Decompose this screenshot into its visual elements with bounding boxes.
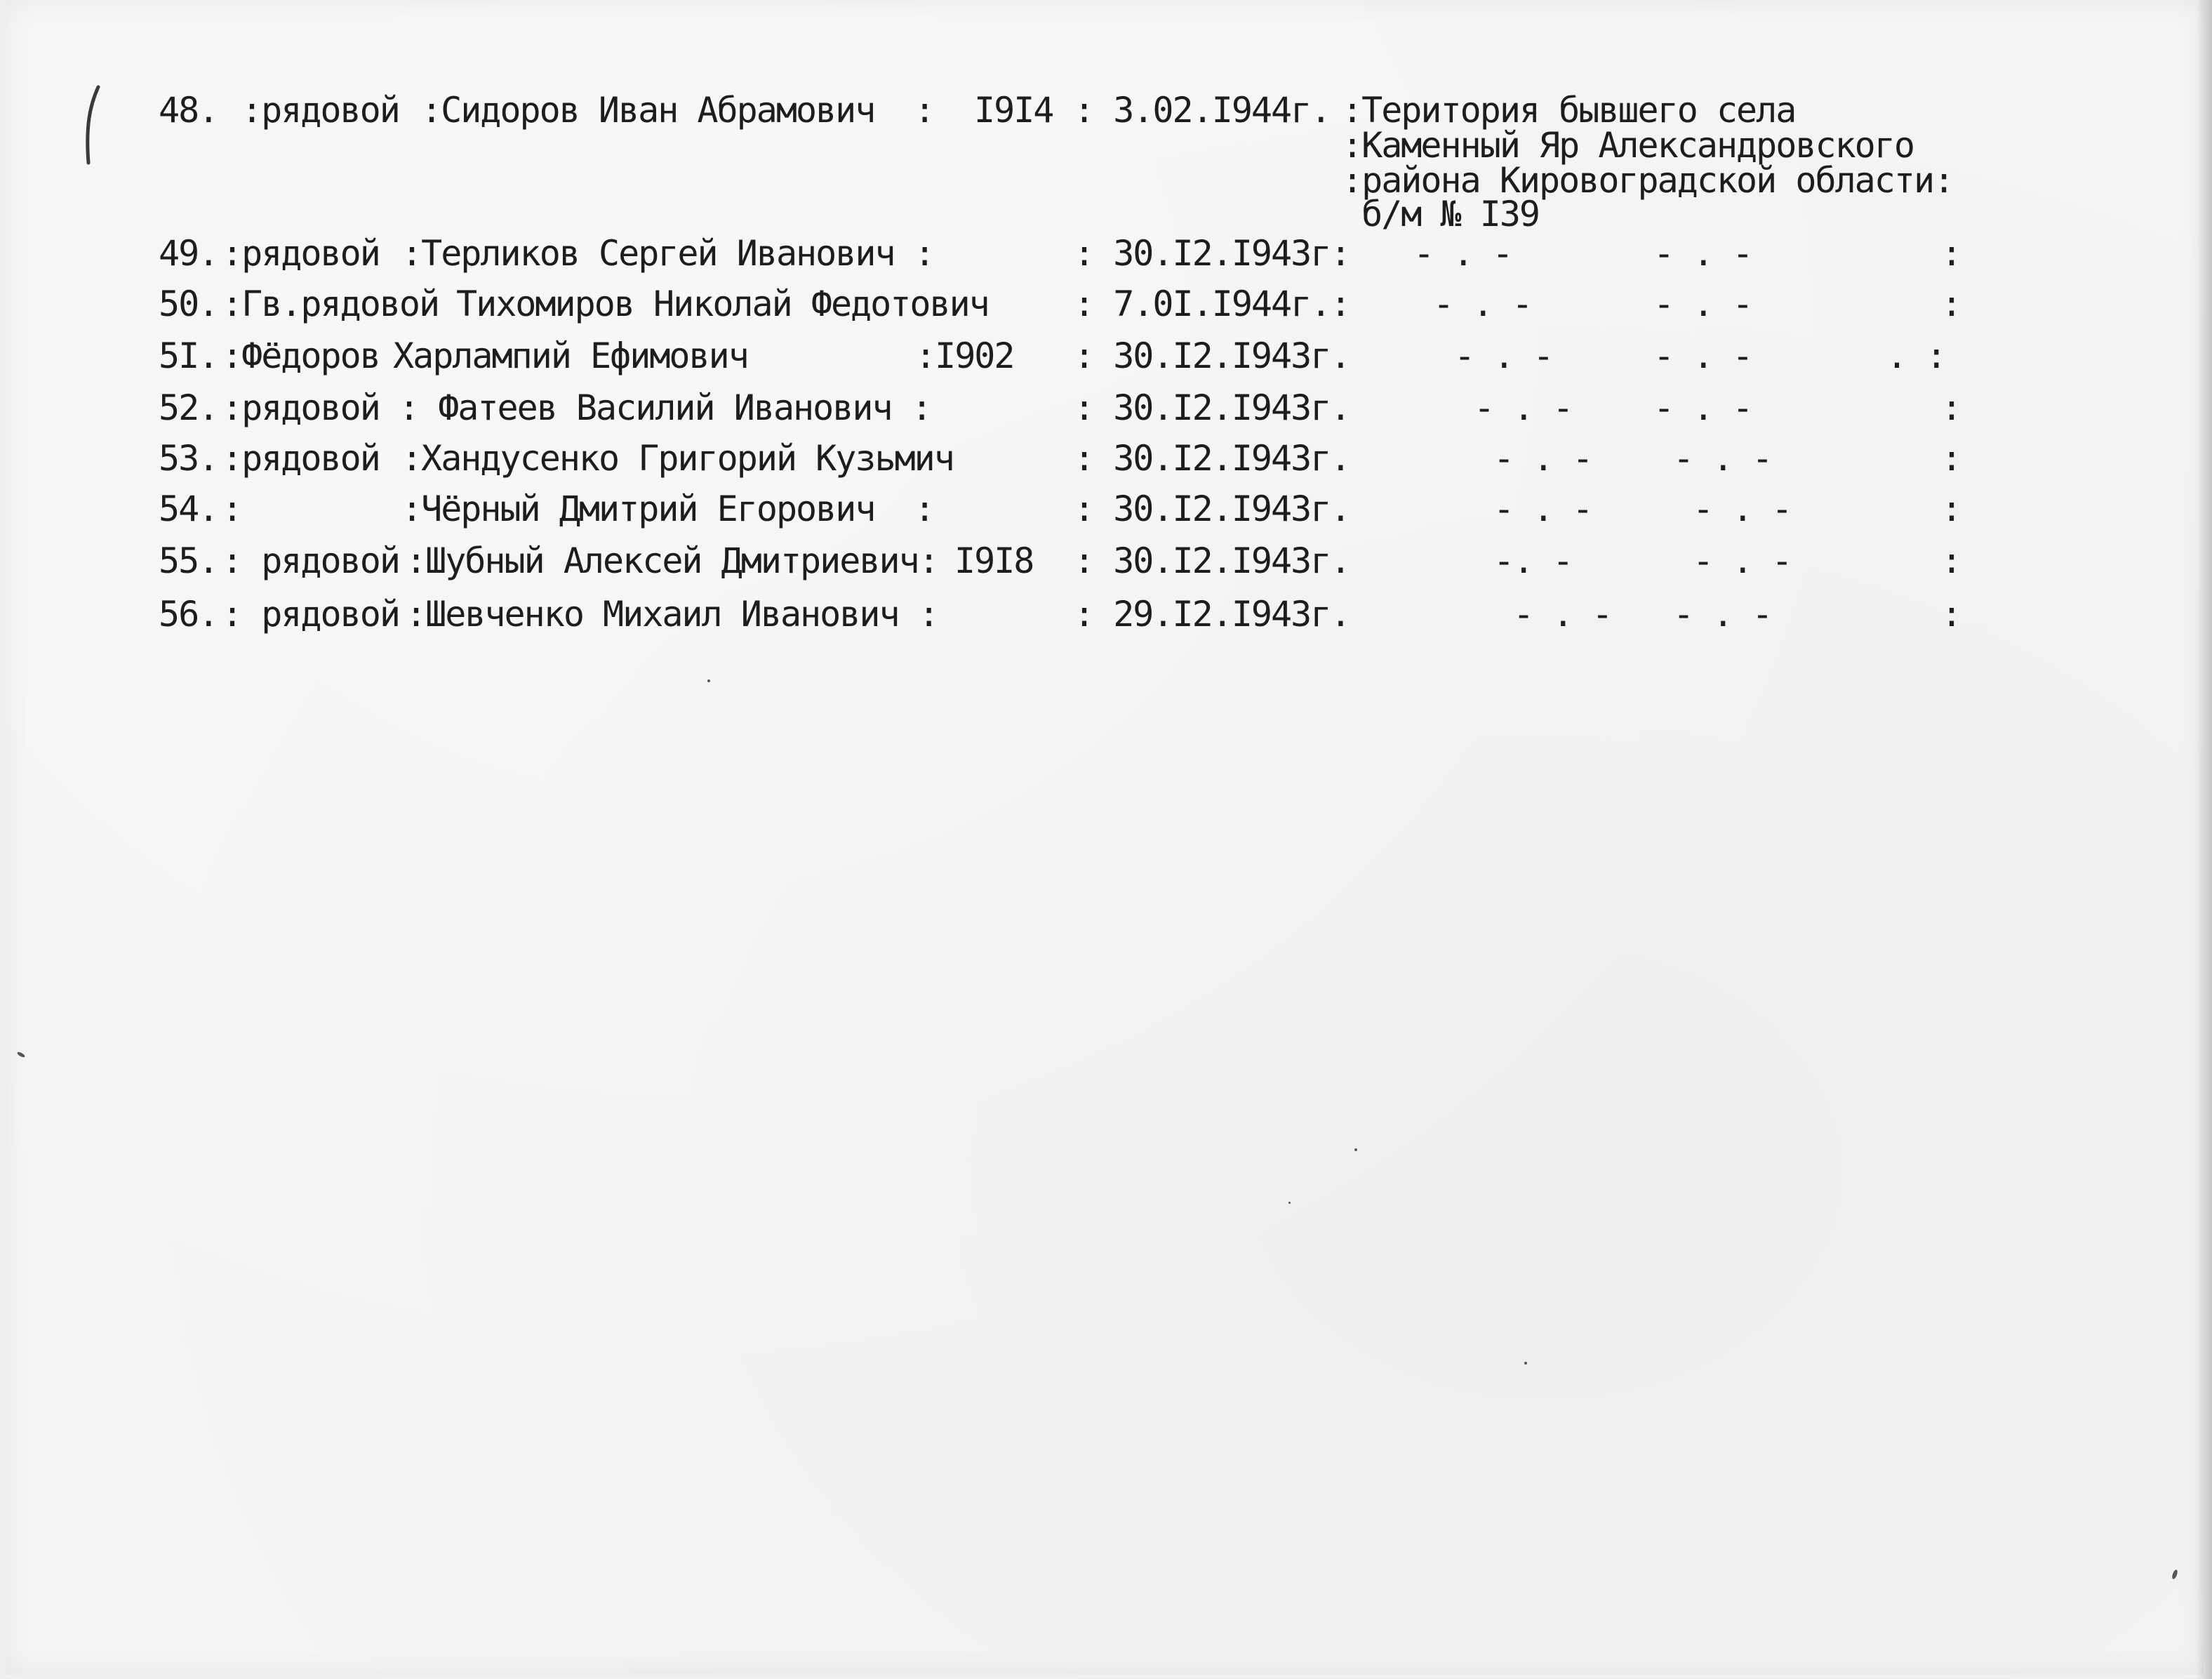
row-number: 52. xyxy=(159,387,218,428)
paper-speck xyxy=(1288,1202,1291,1204)
row-end-colon: : xyxy=(1941,540,1961,581)
row-date: : 29.I2.I943г. xyxy=(1074,594,1350,635)
row-place-line: :Каменный Яр Александровского xyxy=(1342,125,1914,166)
row-place-ditto: - . - xyxy=(1433,284,1532,324)
row-birth-year: :I902 xyxy=(915,336,1014,376)
row-name: Тихомиров Николай Федотович xyxy=(456,284,989,324)
row-name: :Терликов Сергей Иванович : xyxy=(401,233,934,274)
row-place-ditto: - . - xyxy=(1693,489,1792,529)
row-place-ditto: - . - xyxy=(1653,284,1752,324)
row-name: :Сидоров Иван Абрамович : xyxy=(421,90,934,131)
row-end-colon: : xyxy=(1941,284,1961,324)
row-number: 56. xyxy=(159,594,218,635)
row-number: 50. xyxy=(159,284,218,324)
row-date: : 3.02.I944г. xyxy=(1074,90,1331,131)
row-place-ditto: - . - xyxy=(1653,387,1752,428)
row-name: :Шевченко Михаил Иванович : xyxy=(406,594,938,635)
row-name: :Чёрный Дмитрий Егорович : xyxy=(401,489,934,529)
row-date: : 30.I2.I943г: xyxy=(1074,233,1350,274)
row-rank: : рядовой xyxy=(222,540,399,581)
row-place-ditto: - . - xyxy=(1693,540,1792,581)
row-place-ditto: - . - xyxy=(1513,594,1612,635)
row-end-colon: : xyxy=(1941,594,1961,635)
row-name: :Шубный Алексей Дмитриевич: xyxy=(406,540,938,581)
row-place-line: :Територия бывшего села xyxy=(1342,90,1796,131)
row-rank: :Гв.рядовой xyxy=(222,284,439,324)
row-number: 55. xyxy=(159,540,218,581)
paper-speck xyxy=(707,679,710,682)
row-place-ditto: - . - xyxy=(1673,438,1772,479)
row-date: : 30.I2.I943г. xyxy=(1074,438,1350,479)
row-place-ditto: - . - xyxy=(1454,336,1553,376)
row-name: : Фатеев Василий Иванович : xyxy=(399,387,931,428)
row-number: 53. xyxy=(159,438,218,479)
row-date: : 30.I2.I943г. xyxy=(1074,489,1350,529)
row-place-ditto: - . - xyxy=(1653,336,1752,376)
row-number: 5I. xyxy=(159,336,218,376)
row-rank: :рядовой xyxy=(222,233,380,274)
row-birth-year: I9I8 xyxy=(954,540,1034,581)
row-end-colon: . : xyxy=(1886,336,1946,376)
row-number: 54. xyxy=(159,489,218,529)
pencil-mark-icon xyxy=(83,84,101,168)
row-rank: :рядовой xyxy=(241,90,399,131)
row-place-ditto: - . - xyxy=(1413,233,1512,274)
row-name: Харлампий Ефимович xyxy=(393,336,748,376)
row-number: 48. xyxy=(159,90,218,131)
row-rank: : рядовой xyxy=(222,594,399,635)
row-place-ditto: - . - xyxy=(1493,489,1592,529)
row-place-ditto: -. - xyxy=(1493,540,1573,581)
paper-speck xyxy=(1524,1362,1527,1365)
row-place-line: б/м № I39 xyxy=(1342,194,1540,234)
row-rank: :Фёдоров xyxy=(222,336,380,376)
row-rank: :рядовой xyxy=(222,387,380,428)
row-date: : 7.0I.I944г.: xyxy=(1074,284,1350,324)
row-place-ditto: - . - xyxy=(1673,594,1772,635)
row-rank: : xyxy=(222,489,242,529)
row-date: : 30.I2.I943г. xyxy=(1074,387,1350,428)
row-place-ditto: - . - xyxy=(1493,438,1592,479)
row-place-ditto: - . - xyxy=(1474,387,1573,428)
row-name: :Хандусенко Григорий Кузьмич xyxy=(401,438,954,479)
row-place-line: :района Кировоградской области: xyxy=(1342,160,1954,201)
row-number: 49. xyxy=(159,233,218,274)
paper-edge-shadow xyxy=(2197,0,2212,1679)
row-end-colon: : xyxy=(1941,233,1961,274)
row-rank: :рядовой xyxy=(222,438,380,479)
row-end-colon: : xyxy=(1941,438,1961,479)
row-date: : 30.I2.I943г. xyxy=(1074,336,1350,376)
row-end-colon: : xyxy=(1941,489,1961,529)
row-end-colon: : xyxy=(1941,387,1961,428)
row-date: : 30.I2.I943г. xyxy=(1074,540,1350,581)
row-birth-year: I9I4 xyxy=(974,90,1053,131)
row-place-ditto: - . - xyxy=(1653,233,1752,274)
paper-speck xyxy=(1354,1148,1357,1151)
